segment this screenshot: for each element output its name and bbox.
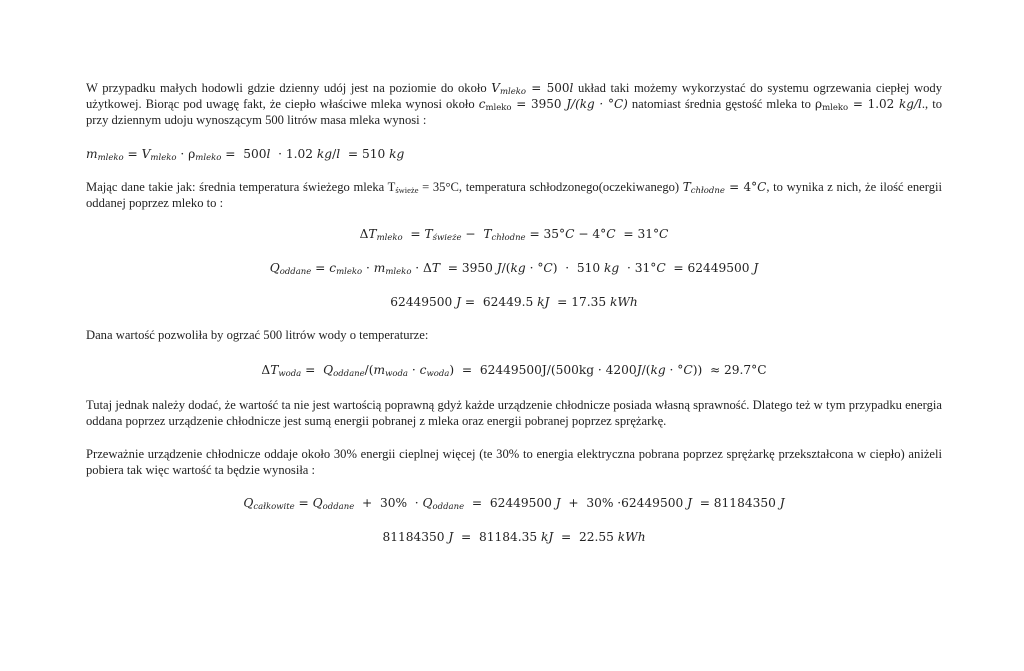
text-run: , to wynika z nich, że ilość energii oddanej poprzez mleko to :: [86, 179, 942, 210]
subscript: świeże: [395, 184, 419, 195]
subscript: mleko: [499, 87, 527, 97]
value: = 500: [526, 81, 570, 95]
paragraph-water-heating: Dana wartość pozwoliła by ogrzać 500 litrów wody o temperaturze:: [86, 328, 429, 343]
equation-q-kwh: 62449500 J = 62449.5 kJ = 17.35 kWh: [390, 295, 638, 310]
symbol-v: V: [491, 81, 500, 95]
value: = 3950: [511, 97, 567, 112]
subscript: chłodne: [690, 185, 725, 196]
document-page: [86, 80, 942, 546]
value: = 4°: [724, 179, 758, 194]
text-run: Mając dane takie jak: średnia temperatura świeżego mleka T: [86, 179, 396, 194]
symbol-rho: ρ: [815, 97, 823, 112]
symbol-t: T: [682, 179, 691, 194]
symbol-c: c: [478, 97, 486, 112]
equation-delta-t-water: $\Delta T_{woda} = Q_{oddane}/(m_{woda} \cdot c_{woda}) = 62449500J/(500kg \cdot 4200J/(kg \cdot ^\circ C)) \approx 29.7^\circ C$: [261, 363, 767, 380]
unit: l: [569, 81, 574, 95]
paragraph-compressor-energy: Przeważnie urządzenie chłodnicze oddaje około 30% energii cieplnej więcej (te 30% to energia elektryczna pobrana poprzez sprężarkę przekształcona w ciepło) aniżeli pobiera tak więc wartość ta będzie wynosiła :: [86, 446, 942, 477]
text-run: układ taki możemy wykorzystać do systemu ogrzewania ciepłej wody użytkowej. Biorąc pod uwagę fakt, że ciepło właściwe mleka wynosi około: [86, 81, 942, 112]
subscript: mleko: [822, 103, 849, 114]
equation-milk-mass: $m_{mleko} = V_{mleko} \cdot \rho_{mleko} = 500l \cdot 1.02$ kg/l = 510 kg: [86, 146, 405, 163]
equation-delta-t-milk: $\Delta T_{mleko} = T_{świeże} - T_{chłodne} = 35^\circ C - 4^\circ C = 31^\circ C$: [359, 227, 669, 244]
paragraph-temperatures: [86, 179, 942, 211]
subscript: mleko: [485, 103, 512, 114]
unit: kg/l: [899, 97, 922, 112]
equation-q-released: $Q_{oddane} = c_{mleko} \cdot m_{mleko} \cdot \Delta T = 3950$ J/(kg · °C) · 510 kg · 31°C = 62449500 J: [269, 261, 759, 278]
paragraph-efficiency-note: Tutaj jednak należy dodać, że wartość ta nie jest wartością poprawną gdyż każde urządzenie chłodnicze posiada własną sprawność. Dlatego też w tym przypadku energia oddana poprzez urządzenie chłodnicze jest sumą energii pobranej z mleka oraz energii pobranej poprzez sprężarkę.: [86, 398, 942, 429]
text-run: ., to przy dziennym udoju wynoszącym 500 litrów masa mleka wynosi :: [86, 97, 943, 128]
unit: C: [757, 179, 767, 194]
text-run: = 35°C, temperatura schłodzonego(oczekiwanego): [418, 179, 683, 194]
value: = 1.02: [848, 97, 900, 112]
paragraph-intro: [86, 80, 942, 129]
text-run: W przypadku małych hodowli gdzie dzienny udój jest na poziomie do około: [86, 81, 492, 95]
unit: J/(kg · °C): [566, 97, 628, 112]
text-run: natomiast średnia gęstość mleka to: [627, 97, 815, 112]
equation-q-total-kwh: 81184350 J = 81184.35 kJ = 22.55 kWh: [382, 530, 646, 545]
equation-q-total: $Q_{całkowite} = Q_{oddane} + 30\% \cdot Q_{oddane} = 62449500$ J + 30% ·62449500 J = 81184350 J: [243, 496, 785, 513]
